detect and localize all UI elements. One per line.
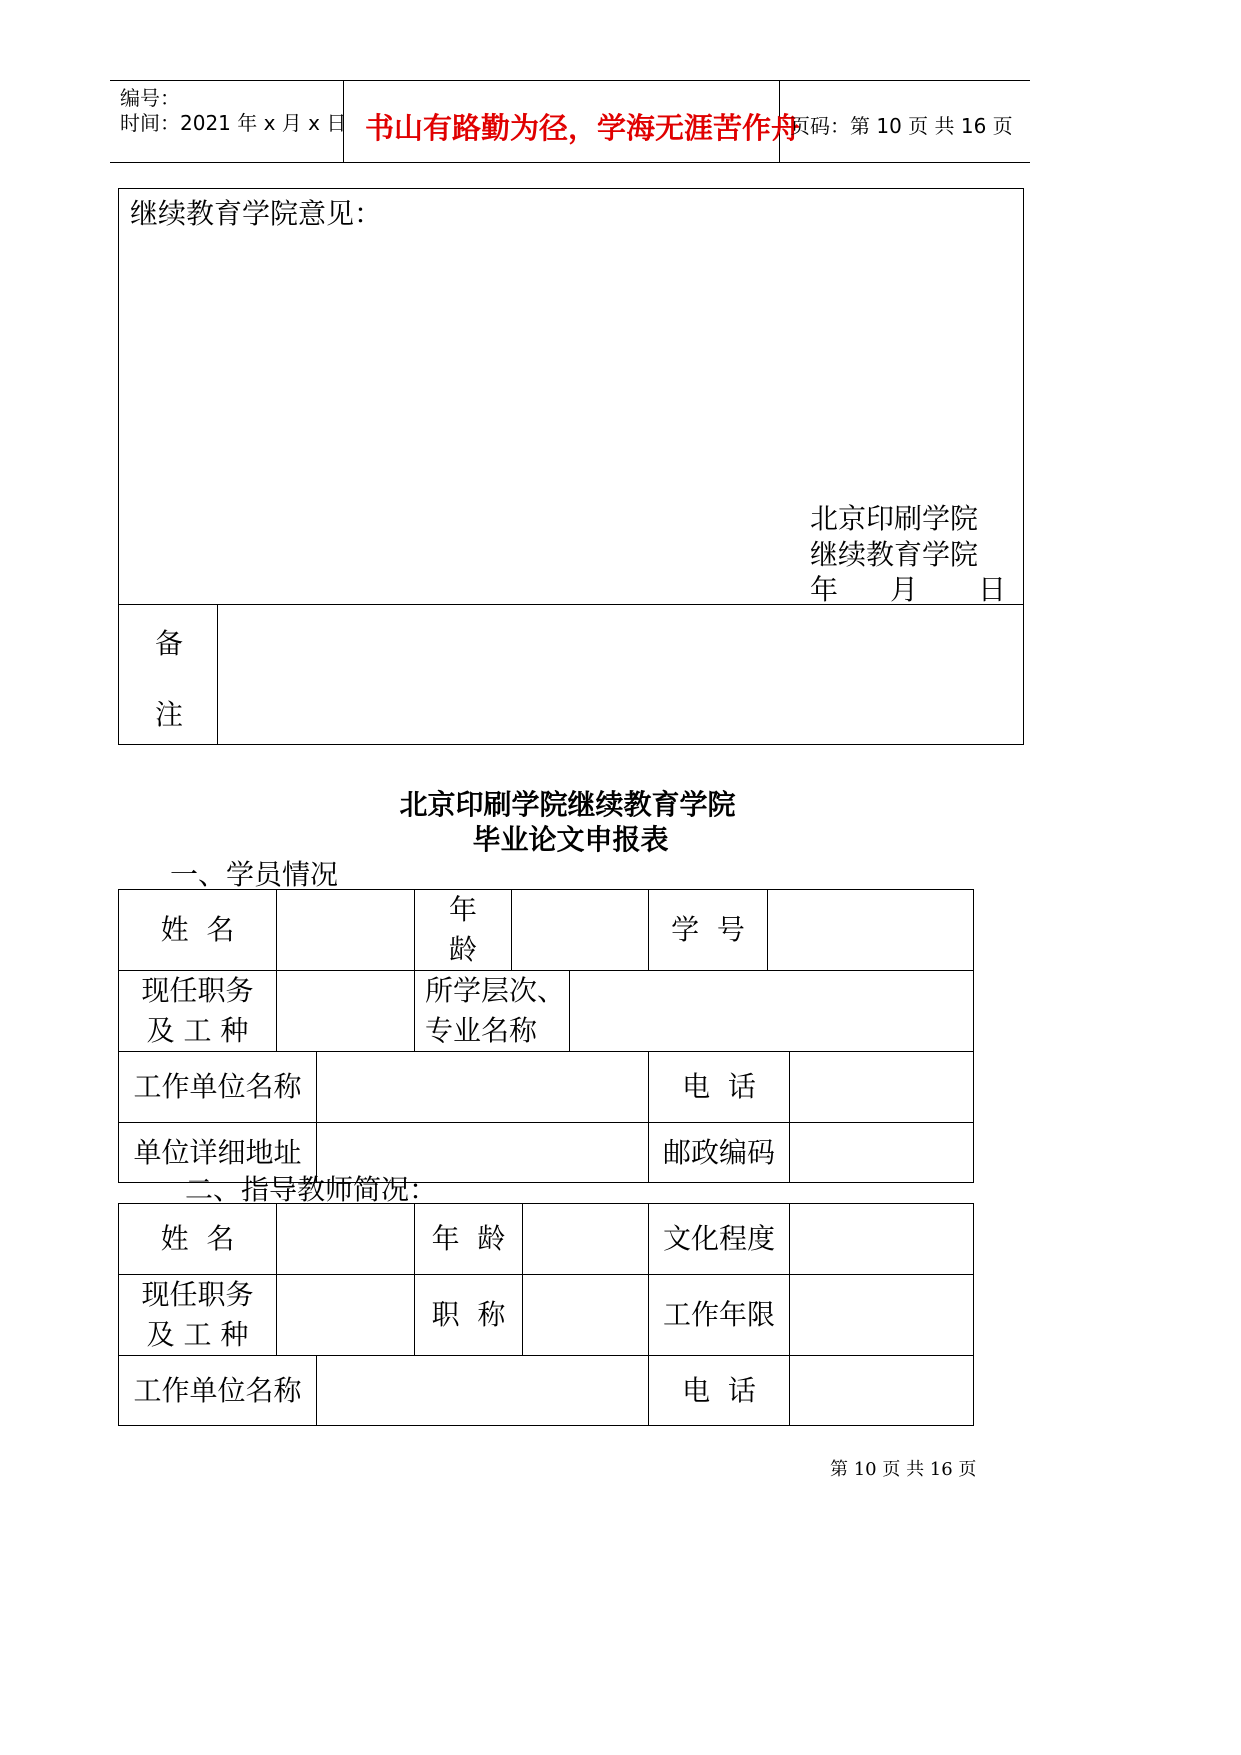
teacher-education-value[interactable] — [790, 1204, 974, 1275]
teacher-position-label — [119, 1275, 277, 1356]
student-phone-value[interactable] — [790, 1052, 974, 1123]
student-level-label — [415, 971, 570, 1052]
header-page-label: 页码：第 10 页 共 16 页 — [790, 114, 1013, 138]
teacher-age-value[interactable] — [523, 1204, 649, 1275]
teacher-position-line2: 及 工 种 — [146, 1318, 249, 1351]
student-age-label-line1: 年 — [448, 893, 477, 926]
header-time-label: 时间：2021 年 x 月 x 日 — [120, 111, 347, 135]
header-bottom-rule — [110, 162, 1030, 163]
teacher-name-value[interactable] — [277, 1204, 415, 1275]
teacher-employer-label: 工作单位名称 — [119, 1356, 317, 1426]
teacher-table — [118, 1203, 974, 1426]
header-number-label: 编号： — [120, 86, 180, 110]
teacher-years-label: 工作年限 — [649, 1275, 790, 1356]
student-position-line1: 现任职务 — [141, 974, 254, 1007]
student-name-value[interactable] — [277, 890, 415, 971]
student-postcode-label: 邮政编码 — [649, 1123, 790, 1183]
student-employer-value[interactable] — [317, 1052, 649, 1123]
opinion-date-year: 年 — [810, 573, 839, 606]
opinion-date-day: 日 — [978, 573, 1007, 606]
student-address-label: 单位详细地址 — [119, 1123, 317, 1183]
remarks-char1: 备 — [155, 627, 184, 660]
remarks-label-divider — [217, 604, 218, 745]
teacher-title-value[interactable] — [523, 1275, 649, 1356]
form-title-line2: 毕业论文申报表 — [472, 823, 669, 856]
student-no-label: 学 号 — [649, 890, 768, 971]
opinion-label: 继续教育学院意见： — [130, 197, 383, 230]
teacher-employer-value[interactable] — [317, 1356, 649, 1426]
teacher-position-line1: 现任职务 — [141, 1278, 254, 1311]
student-table — [118, 889, 974, 1183]
teacher-phone-value[interactable] — [790, 1356, 974, 1426]
student-age-value[interactable] — [512, 890, 649, 971]
section1-heading: 一、学员情况 — [170, 858, 339, 891]
student-level-line1: 所学层次、 — [425, 974, 566, 1007]
header-motto: 书山有路勤为径，学海无涯苦作舟 — [365, 111, 801, 145]
opinion-sign-line1: 北京印刷学院 — [810, 502, 979, 535]
student-employer-label: 工作单位名称 — [119, 1052, 317, 1123]
student-position-value[interactable] — [277, 971, 415, 1052]
form-title-line1: 北京印刷学院继续教育学院 — [399, 788, 736, 821]
student-position-label — [119, 971, 277, 1052]
opinion-sign-line2: 继续教育学院 — [810, 538, 979, 571]
opinion-box — [118, 188, 1024, 745]
student-age-label — [415, 890, 512, 971]
remarks-char2: 注 — [155, 698, 184, 731]
student-level-value[interactable] — [570, 971, 974, 1052]
teacher-title-label: 职 称 — [415, 1275, 523, 1356]
student-position-line2: 及 工 种 — [146, 1014, 249, 1047]
teacher-position-value[interactable] — [277, 1275, 415, 1356]
teacher-name-label: 姓 名 — [119, 1204, 277, 1275]
student-name-label: 姓 名 — [119, 890, 277, 971]
teacher-education-label: 文化程度 — [649, 1204, 790, 1275]
opinion-remarks-divider — [118, 604, 1024, 605]
teacher-phone-label: 电 话 — [649, 1356, 790, 1426]
footer-page-number: 第 10 页 共 16 页 — [830, 1459, 977, 1480]
student-phone-label: 电 话 — [649, 1052, 790, 1123]
header-top-rule — [110, 80, 1030, 81]
section2-heading: 二、指导教师简况： — [185, 1173, 438, 1206]
teacher-age-label: 年 龄 — [415, 1204, 523, 1275]
teacher-years-value[interactable] — [790, 1275, 974, 1356]
opinion-date-month: 月 — [890, 573, 919, 606]
student-level-line2: 专业名称 — [425, 1014, 538, 1047]
student-age-label-line2: 龄 — [448, 933, 477, 966]
student-no-value[interactable] — [768, 890, 974, 971]
student-postcode-value[interactable] — [790, 1123, 974, 1183]
